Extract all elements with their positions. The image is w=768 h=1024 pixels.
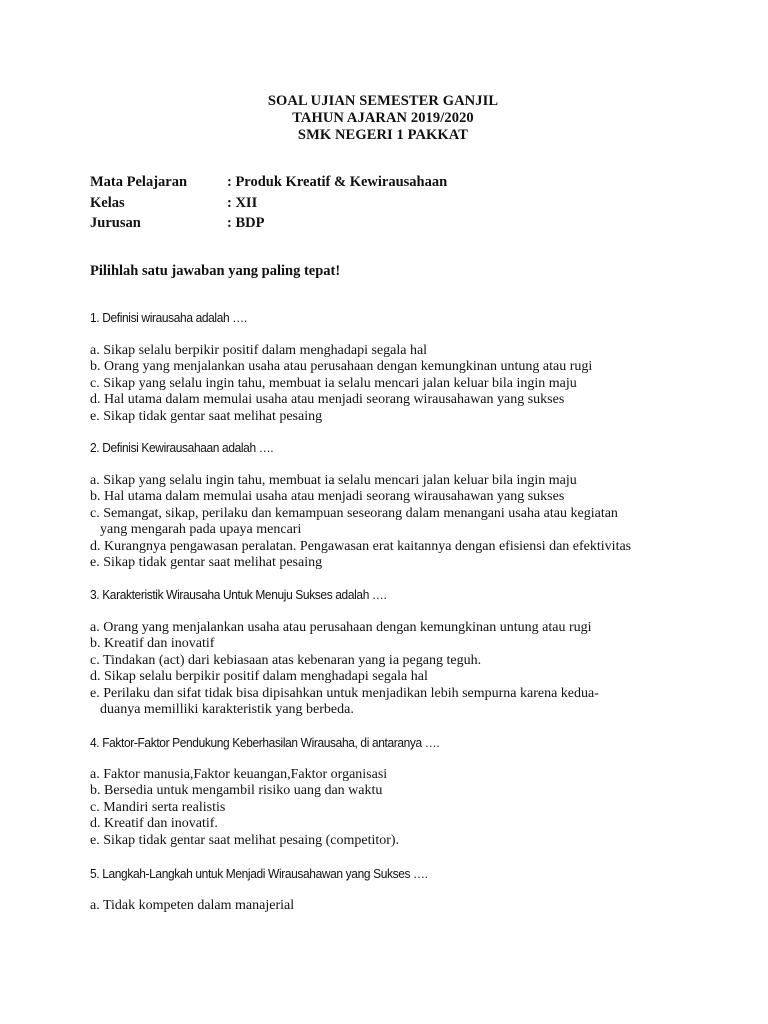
question-5-title: [90, 866, 650, 882]
option-continuation: yang mengarah pada upaya mencari: [100, 522, 302, 538]
option: c. Semangat, sikap, perilaku dan kemampuan seseorang dalam menangani usaha atau kegiatan: [90, 505, 618, 521]
question-1-options: [90, 343, 650, 425]
document-header: [0, 93, 768, 144]
option: d. Sikap selalu berpikir positif dalam menghadapi segala hal: [90, 669, 428, 685]
option: c. Sikap yang selalu ingin tahu, membuat ia selalu mencari jalan keluar bila ingin maju: [90, 375, 577, 391]
option: b. Hal utama dalam memulai usaha atau menjadi seorang wirausahawan yang sukses: [90, 489, 565, 505]
option: a. Orang yang menjalankan usaha atau perusahaan dengan kemungkinan untung atau rugi: [90, 620, 592, 635]
info-value: : BDP: [227, 215, 265, 231]
question-2-title: [90, 440, 650, 456]
info-label: Mata Pelajaran: [90, 174, 188, 190]
info-row-subject: [90, 172, 447, 193]
option: a. Sikap yang selalu ingin tahu, membuat ia selalu mencari jalan keluar bila ingin maju: [90, 473, 577, 488]
option: a. Tidak kompeten dalam manajerial: [90, 898, 295, 913]
question-4-options: [90, 767, 650, 849]
question-3-options: [90, 620, 650, 718]
option: a. Sikap selalu berpikir positif dalam menghadapi segala hal: [90, 343, 428, 358]
option-continuation: duanya memilliki karakteristik yang berbeda.: [100, 702, 354, 718]
option: b. Orang yang menjalankan usaha atau perusahaan dengan kemungkinan untung atau rugi: [90, 359, 593, 375]
option: c. Tindakan (act) dari kebiasaan atas kebenaran yang ia pegang teguh.: [90, 652, 482, 668]
school-name: SMK NEGERI 1 PAKKAT: [297, 127, 469, 143]
question-title: 2. Definisi Kewirausahaan adalah ….: [90, 440, 274, 455]
info-value: : XII: [227, 194, 258, 211]
option: e. Sikap tidak gentar saat melihat pesaing: [90, 555, 323, 571]
option: b. Bersedia untuk mengambil risiko uang dan waktu: [90, 783, 383, 799]
question-4-title: [90, 735, 650, 751]
question-5-options: [90, 898, 650, 914]
info-row-major: [90, 213, 447, 234]
option: d. Kurangnya pengawasan peralatan. Pengawasan erat kaitannya dengan efisiensi dan efektivitas: [90, 538, 632, 554]
info-label: Kelas: [90, 194, 125, 211]
academic-year: TAHUN AJARAN 2019/2020: [292, 110, 474, 126]
exam-info: [90, 172, 447, 234]
option: d. Hal utama dalam memulai usaha atau menjadi seorang wirausahawan yang sukses: [90, 392, 565, 408]
question-title: 3. Karakteristik Wirausaha Untuk Menuju Sukses adalah ….: [90, 587, 387, 602]
question-title: 4. Faktor-Faktor Pendukung Keberhasilan Wirausaha, di antaranya ….: [90, 735, 440, 750]
question-3-title: [90, 587, 650, 603]
question-2-options: [90, 473, 650, 571]
option: b. Kreatif dan inovatif: [90, 636, 215, 652]
instruction-text: Pilihlah satu jawaban yang paling tepat!: [90, 263, 341, 279]
option: d. Kreatif dan inovatif.: [90, 816, 218, 832]
option: c. Mandiri serta realistis: [90, 799, 226, 815]
info-label: Jurusan: [90, 215, 141, 231]
question-title: 1. Definisi wirausaha adalah ….: [90, 310, 247, 325]
info-value: : Produk Kreatif & Kewirausahaan: [227, 174, 448, 190]
info-row-class: [90, 193, 447, 214]
option: e. Sikap tidak gentar saat melihat pesaing: [90, 408, 323, 424]
option: e. Sikap tidak gentar saat melihat pesaing (competitor).: [90, 832, 400, 848]
option: a. Faktor manusia,Faktor keuangan,Faktor organisasi: [90, 767, 388, 782]
option: e. Perilaku dan sifat tidak bisa dipisahkan untuk menjadikan lebih sempurna karena kedua-: [90, 685, 599, 701]
question-title: 5. Langkah-Langkah untuk Menjadi Wirausahawan yang Sukses ….: [90, 866, 428, 881]
question-1-title: [90, 310, 650, 326]
exam-title: SOAL UJIAN SEMESTER GANJIL: [267, 93, 499, 109]
